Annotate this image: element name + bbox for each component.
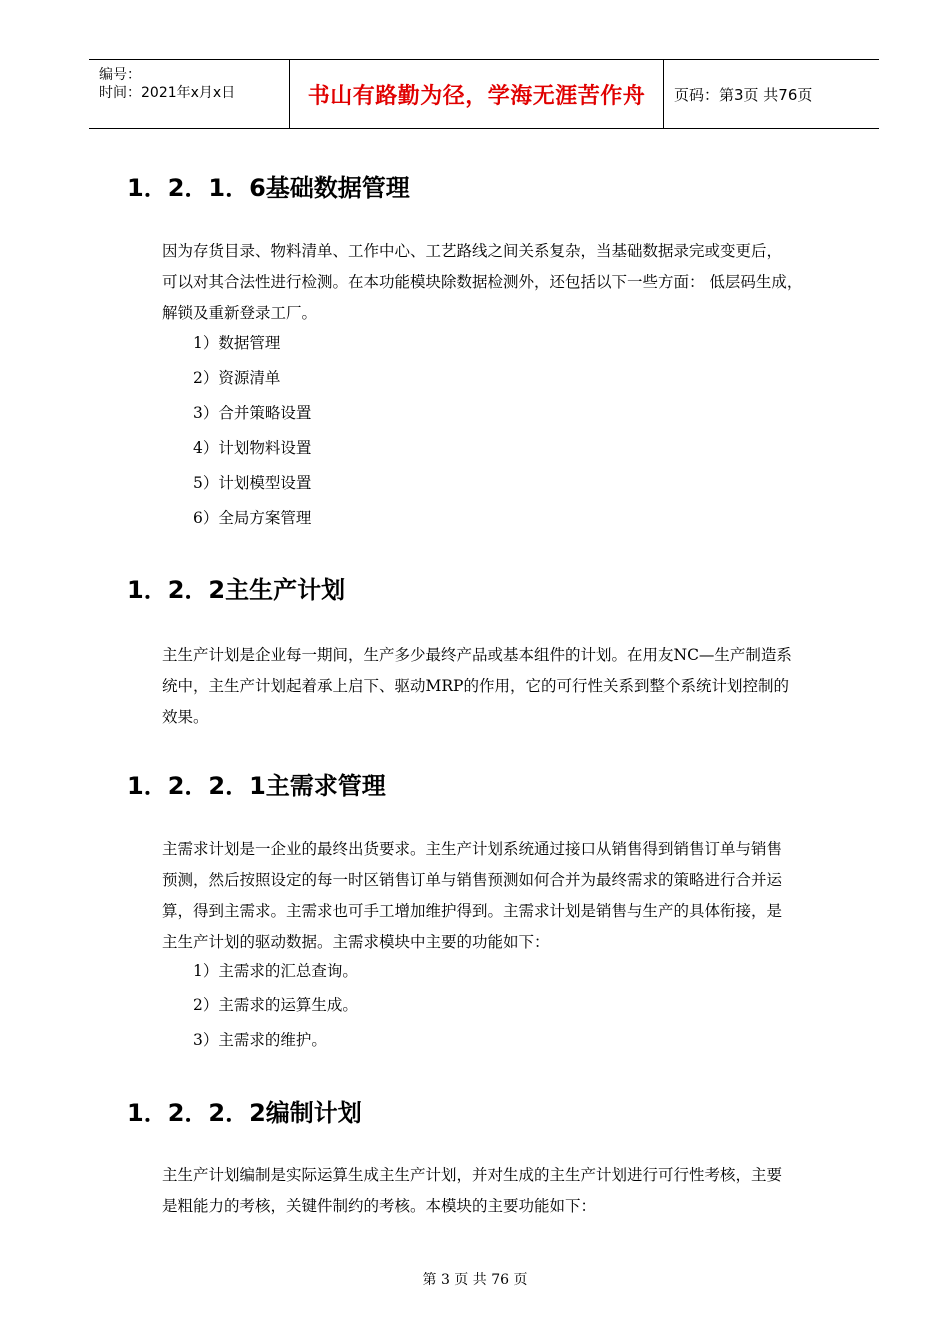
header-motto xyxy=(290,60,664,128)
section-paragraph xyxy=(162,236,852,329)
header-meta xyxy=(89,60,290,128)
paragraph-line: 主生产计划是企业每一期间，生产多少最终产品或基本组件的计划。在用友NC—生产制造系 xyxy=(162,646,792,664)
list-item: 2）主需求的运算生成。 xyxy=(193,996,358,1014)
paragraph-line: 算，得到主需求。主需求也可手工增加维护得到。主需求计划是销售与生产的具体衔接，是 xyxy=(162,902,783,920)
list-item: 1）数据管理 xyxy=(193,334,281,352)
paragraph-line: 效果。 xyxy=(162,708,209,726)
paragraph-line: 是粗能力的考核，关键件制约的考核。本模块的主要功能如下： xyxy=(162,1197,597,1215)
paragraph-line: 解锁及重新登录工厂。 xyxy=(162,304,318,322)
number-label: 编号： xyxy=(99,67,141,83)
list-item: 4）计划物料设置 xyxy=(193,439,312,457)
paragraph-line: 因为存货目录、物料清单、工作中心、工艺路线之间关系复杂，当基础数据录完或变更后， xyxy=(162,242,783,260)
list-item: 1）主需求的汇总查询。 xyxy=(193,962,358,980)
paragraph-line: 主生产计划的驱动数据。主需求模块中主要的功能如下： xyxy=(162,933,550,951)
time-label: 时间：2021年x月x日 xyxy=(99,85,236,101)
section-paragraph xyxy=(162,1160,852,1222)
paragraph-line: 主需求计划是一企业的最终出货要求。主生产计划系统通过接口从销售得到销售订单与销售 xyxy=(162,840,783,858)
page-footer: 第 3 页 共 76 页 xyxy=(422,1272,528,1288)
section-heading: 1．2．2．2编制计划 xyxy=(127,1099,362,1127)
paragraph-line: 统中，主生产计划起着承上启下、驱动MRP的作用，它的可行性关系到整个系统计划控制的 xyxy=(162,677,789,695)
paragraph-line: 可以对其合法性进行检测。在本功能模块除数据检测外，还包括以下一些方面： 低层码生成， xyxy=(162,273,803,291)
page-header xyxy=(89,59,879,129)
section-heading: 1．2．2主生产计划 xyxy=(127,576,346,604)
header-page-info: 页码：第3页 共76页 xyxy=(674,85,813,104)
paragraph-line: 预测，然后按照设定的每一时区销售订单与销售预测如何合并为最终需求的策略进行合并运 xyxy=(162,871,783,889)
list-item: 6）全局方案管理 xyxy=(193,509,312,527)
motto-text: 书山有路勤为径，学海无涯苦作舟 xyxy=(307,83,646,109)
list-item: 3）主需求的维护。 xyxy=(193,1031,327,1049)
list-item: 5）计划模型设置 xyxy=(193,474,312,492)
section-paragraph xyxy=(162,834,852,958)
section-heading: 1．2．1．6基础数据管理 xyxy=(127,174,410,202)
paragraph-line: 主生产计划编制是实际运算生成主生产计划，并对生成的主生产计划进行可行性考核，主要 xyxy=(162,1166,783,1184)
section-paragraph xyxy=(162,640,852,733)
section-heading: 1．2．2．1主需求管理 xyxy=(127,772,386,800)
list-item: 3）合并策略设置 xyxy=(193,404,312,422)
list-item: 2）资源清单 xyxy=(193,369,281,387)
